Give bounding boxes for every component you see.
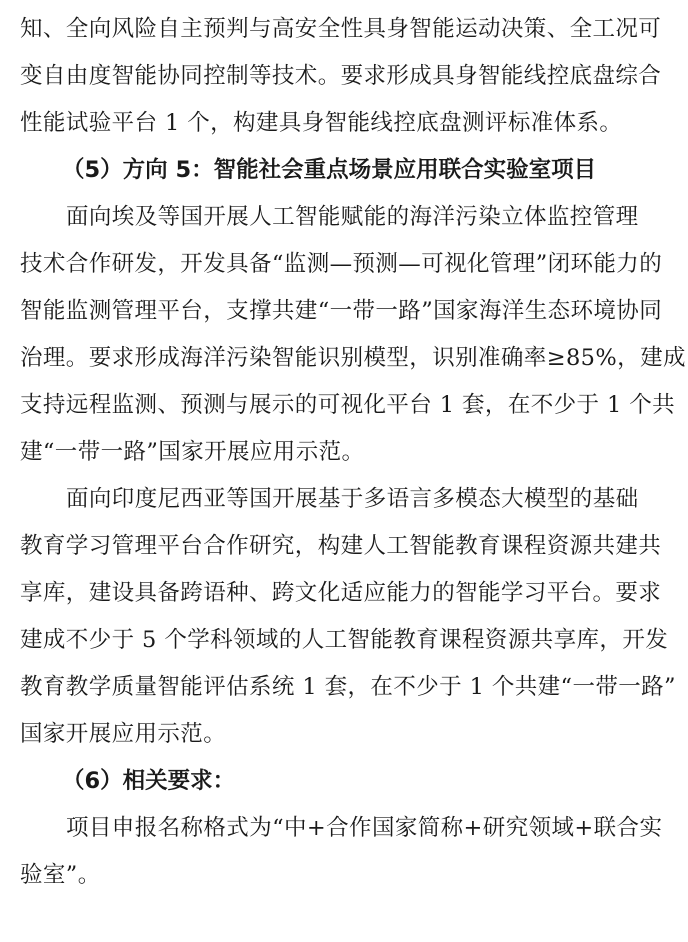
body-text-line: 知、全向风险自主预判与高安全性具身智能运动决策、全工况可 [20, 16, 662, 42]
body-text-line: 国家开展应用示范。 [20, 721, 227, 747]
body-text-line: 项目申报名称格式为“中+合作国家简称+研究领域+联合实 [66, 815, 663, 841]
body-text-line: 治理。要求形成海洋污染智能识别模型，识别准确率≥85%，建成 [20, 345, 686, 371]
body-text-line: 性能试验平台 1 个，构建具身智能线控底盘测评标准体系。 [20, 110, 623, 136]
body-text-line: 建“一带一路”国家开展应用示范。 [20, 439, 365, 465]
section-5-heading: （5）方向 5：智能社会重点场景应用联合实验室项目 [62, 157, 597, 183]
body-text-line: 验室”。 [20, 862, 101, 888]
body-text-line: 享库，建设具备跨语种、跨文化适应能力的智能学习平台。要求 [20, 580, 662, 606]
body-text-line: 面向埃及等国开展人工智能赋能的海洋污染立体监控管理 [66, 204, 639, 230]
body-text-line: 面向印度尼西亚等国开展基于多语言多模态大模型的基础 [66, 486, 639, 512]
body-text-line: 教育学习管理平台合作研究，构建人工智能教育课程资源共建共 [20, 533, 662, 559]
body-text-line: 建成不少于 5 个学科领域的人工智能教育课程资源共享库，开发 [20, 627, 669, 653]
body-text-line: 技术合作研发，开发具备“监测—预测—可视化管理”闭环能力的 [20, 251, 663, 277]
body-text-line: 支持远程监测、预测与展示的可视化平台 1 套，在不少于 1 个共 [20, 392, 676, 418]
body-text-line: 教育教学质量智能评估系统 1 套，在不少于 1 个共建“一带一路” [20, 674, 676, 700]
section-6-heading: （6）相关要求： [62, 768, 236, 794]
body-text-line: 变自由度智能协同控制等技术。要求形成具身智能线控底盘综合 [20, 63, 662, 89]
body-text-line: 智能监测管理平台，支撑共建“一带一路”国家海洋生态环境协同 [20, 298, 663, 324]
